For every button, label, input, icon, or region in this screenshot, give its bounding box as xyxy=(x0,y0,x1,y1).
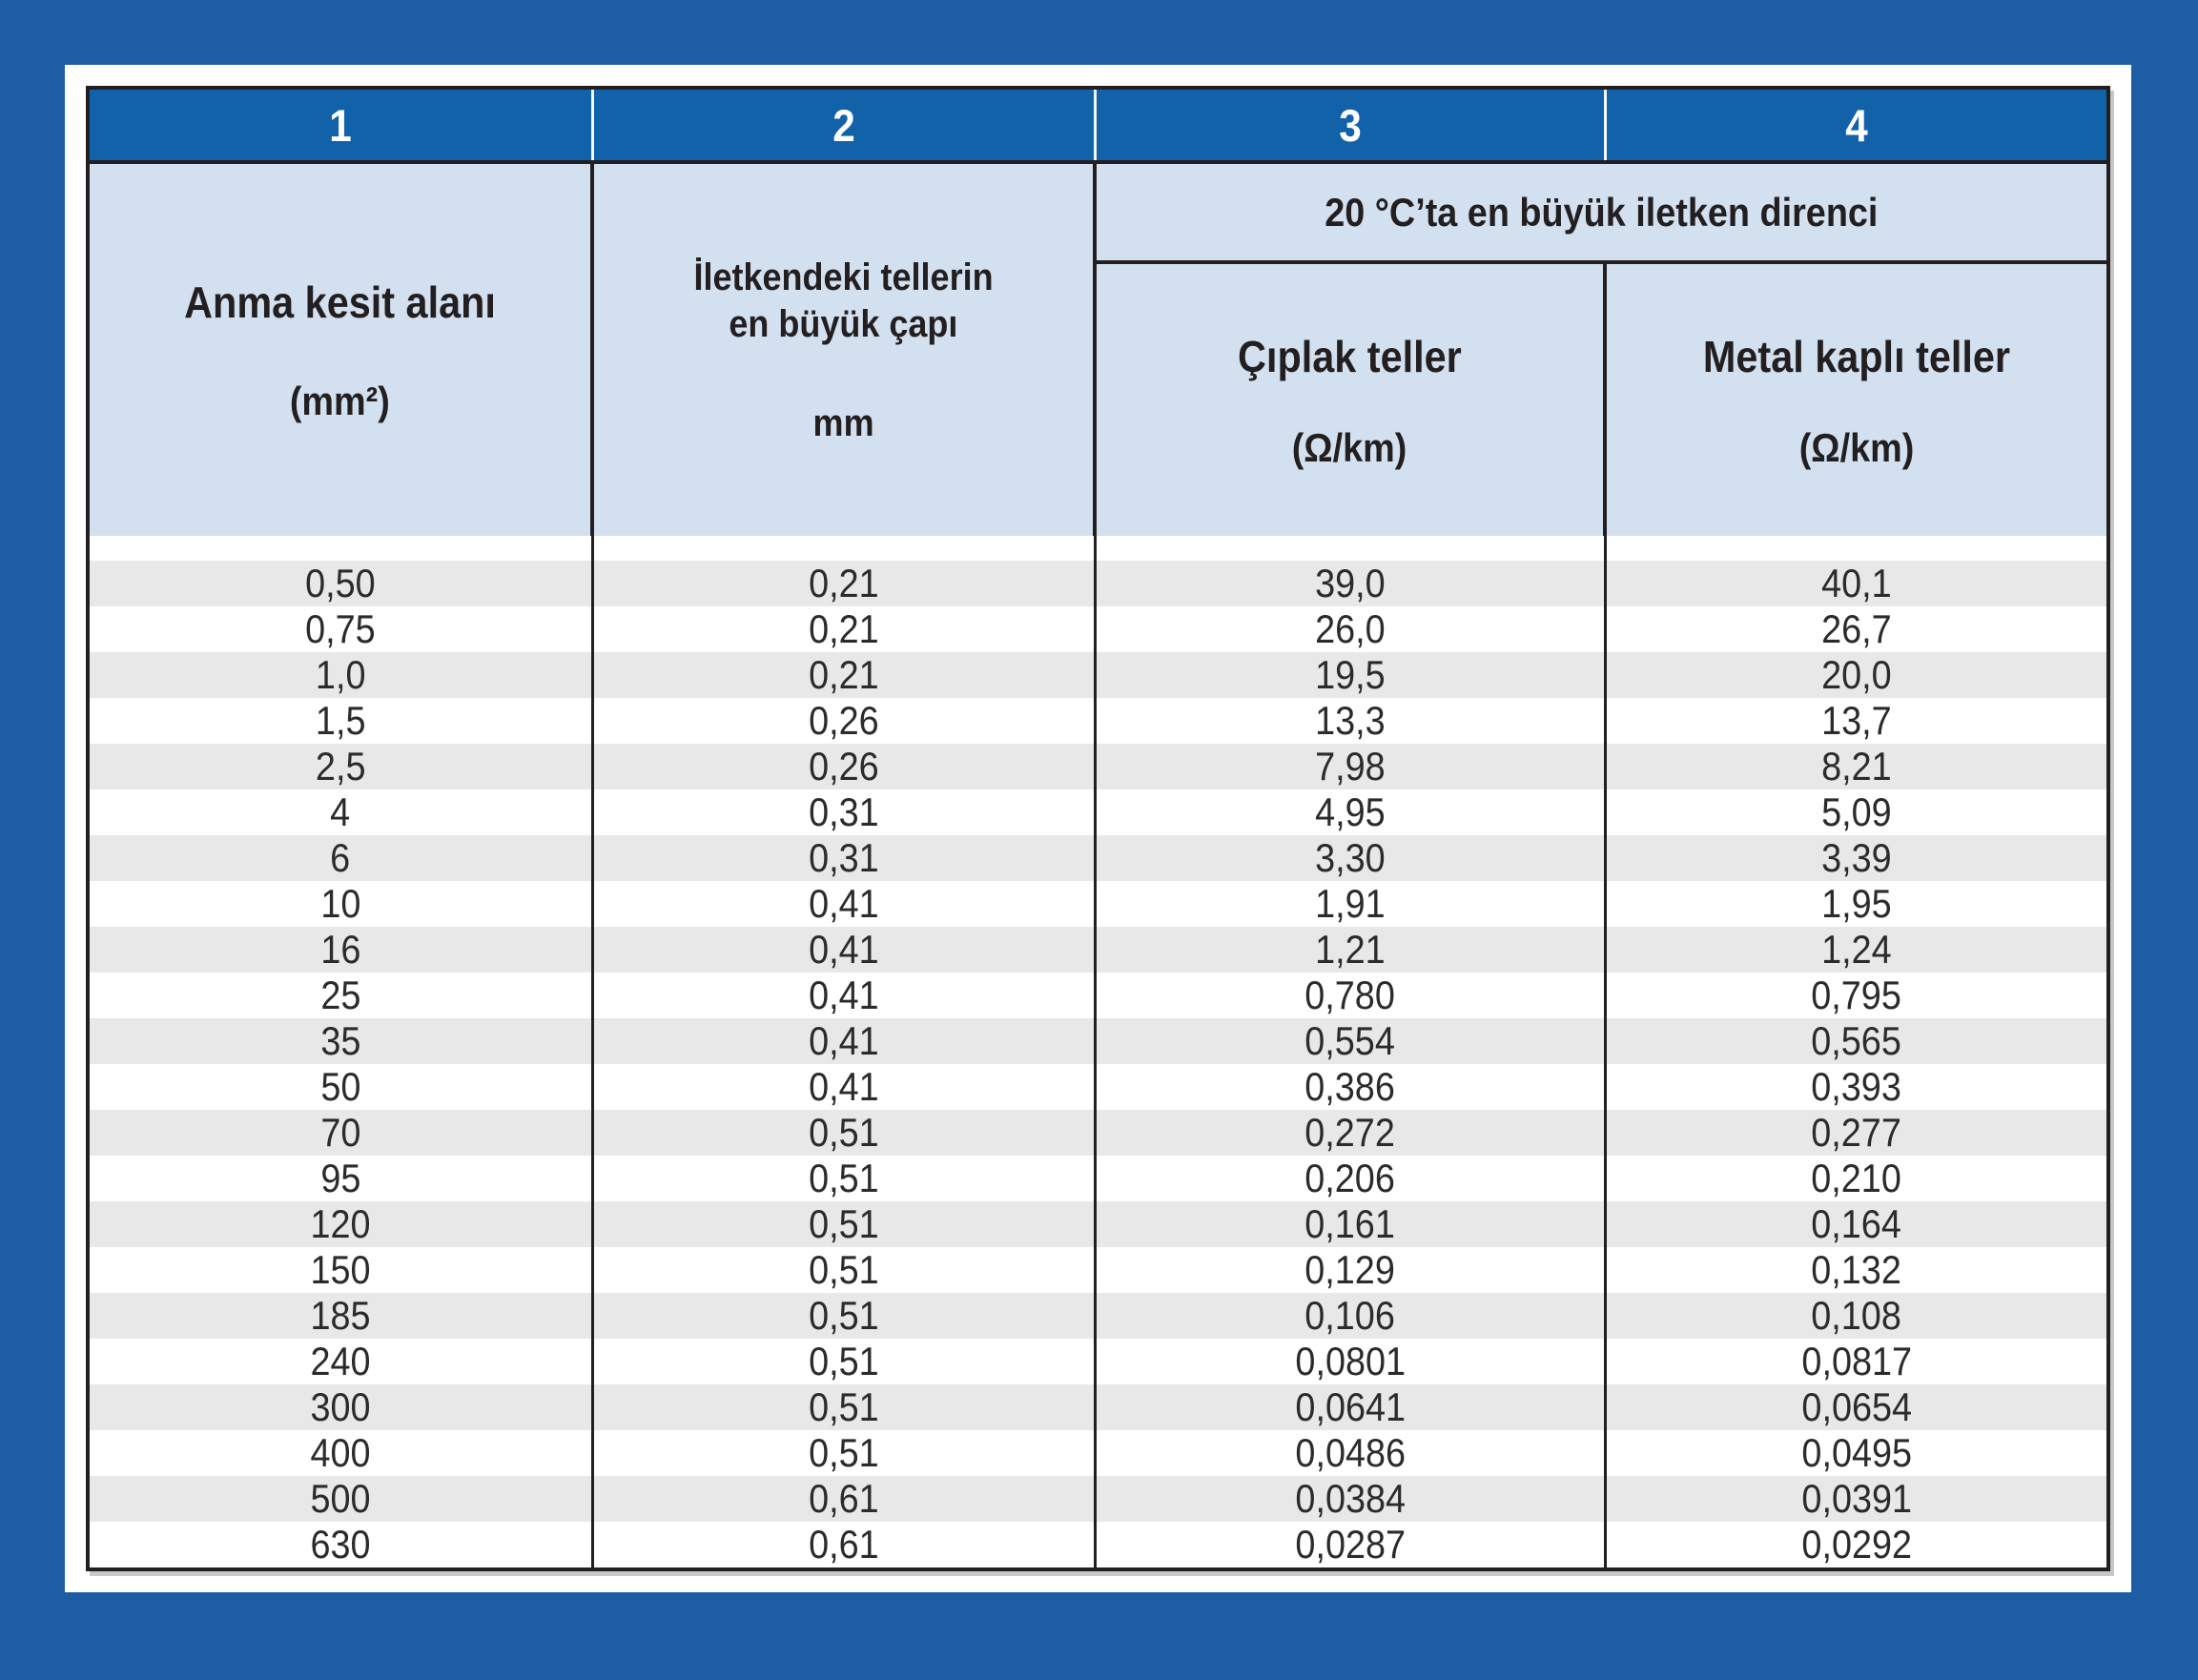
cell-kesit-alani: 630 xyxy=(90,1522,594,1567)
table-row xyxy=(90,652,2106,698)
cell-metal-direnc: 0,277 xyxy=(1811,1110,1902,1155)
cell-ciplak-direnc: 0,272 xyxy=(1097,1110,1607,1156)
col2-title: İletkendeki tellerin en büyük çapı xyxy=(693,256,994,345)
cell-metal-direnc: 0,565 xyxy=(1811,1018,1902,1063)
cell-metal-direnc: 8,21 xyxy=(1821,744,1892,789)
table-row xyxy=(90,1293,2106,1339)
cell-ciplak-direnc: 1,91 xyxy=(1097,881,1607,927)
cell-metal-direnc: 1,95 xyxy=(1821,881,1892,926)
col2-unit: mm xyxy=(812,402,874,445)
column-number-2-label: 2 xyxy=(832,99,855,151)
header-col-kesit xyxy=(90,164,594,536)
col3-unit: (Ω/km) xyxy=(1292,424,1407,470)
cell-kesit-alani: 240 xyxy=(90,1339,594,1384)
cell-tel-capi: 0,61 xyxy=(594,1476,1097,1522)
table-row xyxy=(90,973,2106,1018)
cell-metal-direnc: 0,0654 xyxy=(1801,1384,1912,1429)
table-row xyxy=(90,927,2106,973)
table-row xyxy=(90,561,2106,606)
column-number-row xyxy=(90,90,2106,164)
cell-tel-capi: 0,21 xyxy=(594,652,1097,698)
cell-ciplak-direnc: 0,554 xyxy=(1097,1018,1607,1064)
table-row xyxy=(90,835,2106,881)
cell-ciplak-direnc: 19,5 xyxy=(1097,652,1607,698)
table-row xyxy=(90,1064,2106,1110)
cell-metal-direnc: 0,0817 xyxy=(1801,1339,1912,1383)
cell-kesit-alani: 0,75 xyxy=(90,606,594,652)
cell-metal-direnc: 0,795 xyxy=(1811,973,1902,1017)
table-row xyxy=(90,881,2106,927)
cell-kesit-alani: 185 xyxy=(90,1293,594,1339)
cell-metal-direnc: 3,39 xyxy=(1821,835,1892,880)
column-number-1 xyxy=(90,90,594,160)
cell-kesit-alani: 35 xyxy=(90,1018,594,1064)
cell-ciplak-direnc: 0,0486 xyxy=(1097,1430,1607,1476)
col3-title: Çıplak teller xyxy=(1238,331,1462,381)
cell-ciplak-direnc: 7,98 xyxy=(1097,744,1607,789)
cell-tel-capi: 0,26 xyxy=(594,744,1097,789)
cell-metal-direnc: 40,1 xyxy=(1821,561,1892,605)
cell-tel-capi: 0,31 xyxy=(594,835,1097,881)
column-number-4-label: 4 xyxy=(1845,99,1868,151)
cell-ciplak-direnc: 39,0 xyxy=(1097,561,1607,606)
cell-metal-direnc: 0,108 xyxy=(1811,1293,1902,1338)
column-number-3-label: 3 xyxy=(1339,99,1362,151)
table-row xyxy=(90,1522,2106,1567)
table-row xyxy=(90,1247,2106,1293)
cell-metal-direnc: 0,0495 xyxy=(1801,1430,1912,1475)
cell-tel-capi: 0,41 xyxy=(594,1018,1097,1064)
cell-tel-capi: 0,51 xyxy=(594,1201,1097,1247)
cell-ciplak-direnc: 4,95 xyxy=(1097,789,1607,835)
cell-kesit-alani: 10 xyxy=(90,881,594,927)
cell-tel-capi: 0,41 xyxy=(594,973,1097,1018)
col4-unit: (Ω/km) xyxy=(1798,424,1915,470)
table-body xyxy=(90,536,2106,1567)
cell-kesit-alani: 0,50 xyxy=(90,561,594,606)
cell-tel-capi: 0,21 xyxy=(594,561,1097,606)
cell-kesit-alani: 95 xyxy=(90,1156,594,1201)
cell-ciplak-direnc: 0,106 xyxy=(1097,1293,1607,1339)
column-number-2 xyxy=(594,90,1097,160)
cell-ciplak-direnc: 0,129 xyxy=(1097,1247,1607,1293)
header-group-direnc xyxy=(1097,164,2106,536)
cell-kesit-alani: 25 xyxy=(90,973,594,1018)
col1-title: Anma kesit alanı xyxy=(184,277,496,328)
cell-kesit-alani: 120 xyxy=(90,1201,594,1247)
cell-kesit-alani: 16 xyxy=(90,927,594,973)
cell-kesit-alani: 400 xyxy=(90,1430,594,1476)
table-row xyxy=(90,1476,2106,1522)
cell-tel-capi: 0,41 xyxy=(594,1064,1097,1110)
cell-tel-capi: 0,51 xyxy=(594,1339,1097,1384)
column-number-4 xyxy=(1607,90,2106,160)
cell-tel-capi: 0,51 xyxy=(594,1293,1097,1339)
cell-ciplak-direnc: 13,3 xyxy=(1097,698,1607,744)
table-frame xyxy=(65,65,2131,1592)
cell-ciplak-direnc: 0,161 xyxy=(1097,1201,1607,1247)
header-col-metal xyxy=(1607,264,2106,536)
cell-metal-direnc: 1,24 xyxy=(1821,927,1892,972)
header-row xyxy=(90,164,2106,536)
table-row xyxy=(90,1339,2106,1384)
cell-ciplak-direnc: 26,0 xyxy=(1097,606,1607,652)
cell-metal-direnc: 13,7 xyxy=(1821,698,1892,743)
header-col-cap xyxy=(594,164,1097,536)
cell-ciplak-direnc: 1,21 xyxy=(1097,927,1607,973)
cell-metal-direnc: 26,7 xyxy=(1821,606,1892,651)
direnc-span-title: 20 °C’ta en büyük iletken direnci xyxy=(1097,164,2106,264)
cell-ciplak-direnc: 0,0287 xyxy=(1097,1522,1607,1567)
column-number-1-label: 1 xyxy=(329,99,352,151)
cell-ciplak-direnc: 0,780 xyxy=(1097,973,1607,1018)
cell-ciplak-direnc: 0,0641 xyxy=(1097,1384,1607,1430)
cell-tel-capi: 0,51 xyxy=(594,1156,1097,1201)
cell-ciplak-direnc: 0,206 xyxy=(1097,1156,1607,1201)
cell-ciplak-direnc: 3,30 xyxy=(1097,835,1607,881)
cell-ciplak-direnc: 0,0801 xyxy=(1097,1339,1607,1384)
table-row xyxy=(90,1430,2106,1476)
cell-tel-capi: 0,41 xyxy=(594,927,1097,973)
conductor-resistance-table xyxy=(86,86,2110,1571)
column-number-3 xyxy=(1097,90,1607,160)
table-row xyxy=(90,1201,2106,1247)
cell-kesit-alani: 1,5 xyxy=(90,698,594,744)
cell-metal-direnc: 0,132 xyxy=(1811,1247,1902,1292)
cell-tel-capi: 0,21 xyxy=(594,606,1097,652)
cell-kesit-alani: 4 xyxy=(90,789,594,835)
cell-tel-capi: 0,41 xyxy=(594,881,1097,927)
cell-ciplak-direnc: 0,386 xyxy=(1097,1064,1607,1110)
cell-kesit-alani: 2,5 xyxy=(90,744,594,789)
table-row xyxy=(90,1018,2106,1064)
cell-metal-direnc: 0,210 xyxy=(1811,1156,1902,1200)
cell-metal-direnc: 0,393 xyxy=(1811,1064,1902,1109)
table-row xyxy=(90,789,2106,835)
cell-metal-direnc: 0,0391 xyxy=(1801,1476,1912,1521)
cell-kesit-alani: 50 xyxy=(90,1064,594,1110)
table-row xyxy=(90,1156,2106,1201)
cell-tel-capi: 0,61 xyxy=(594,1522,1097,1567)
cell-tel-capi: 0,51 xyxy=(594,1430,1097,1476)
table-row xyxy=(90,744,2106,789)
cell-kesit-alani: 500 xyxy=(90,1476,594,1522)
cell-metal-direnc: 0,0292 xyxy=(1801,1522,1912,1567)
cell-tel-capi: 0,31 xyxy=(594,789,1097,835)
direnc-sub-columns xyxy=(1097,264,2106,536)
cell-kesit-alani: 1,0 xyxy=(90,652,594,698)
cell-tel-capi: 0,51 xyxy=(594,1247,1097,1293)
table-row xyxy=(90,698,2106,744)
cell-ciplak-direnc: 0,0384 xyxy=(1097,1476,1607,1522)
cell-metal-direnc: 20,0 xyxy=(1821,652,1892,697)
col1-unit: (mm²) xyxy=(289,379,390,424)
header-col-ciplak xyxy=(1097,264,1607,536)
cell-tel-capi: 0,51 xyxy=(594,1110,1097,1156)
table-row xyxy=(90,606,2106,652)
cell-kesit-alani: 70 xyxy=(90,1110,594,1156)
col4-title: Metal kaplı teller xyxy=(1702,331,2010,381)
cell-kesit-alani: 150 xyxy=(90,1247,594,1293)
cell-kesit-alani: 300 xyxy=(90,1384,594,1430)
table-row xyxy=(90,1110,2106,1156)
cell-metal-direnc: 0,164 xyxy=(1811,1201,1902,1246)
cell-tel-capi: 0,26 xyxy=(594,698,1097,744)
cell-metal-direnc: 5,09 xyxy=(1821,789,1892,834)
cell-kesit-alani: 6 xyxy=(90,835,594,881)
top-spacer-row xyxy=(90,536,2106,561)
cell-tel-capi: 0,51 xyxy=(594,1384,1097,1430)
table-row xyxy=(90,1384,2106,1430)
